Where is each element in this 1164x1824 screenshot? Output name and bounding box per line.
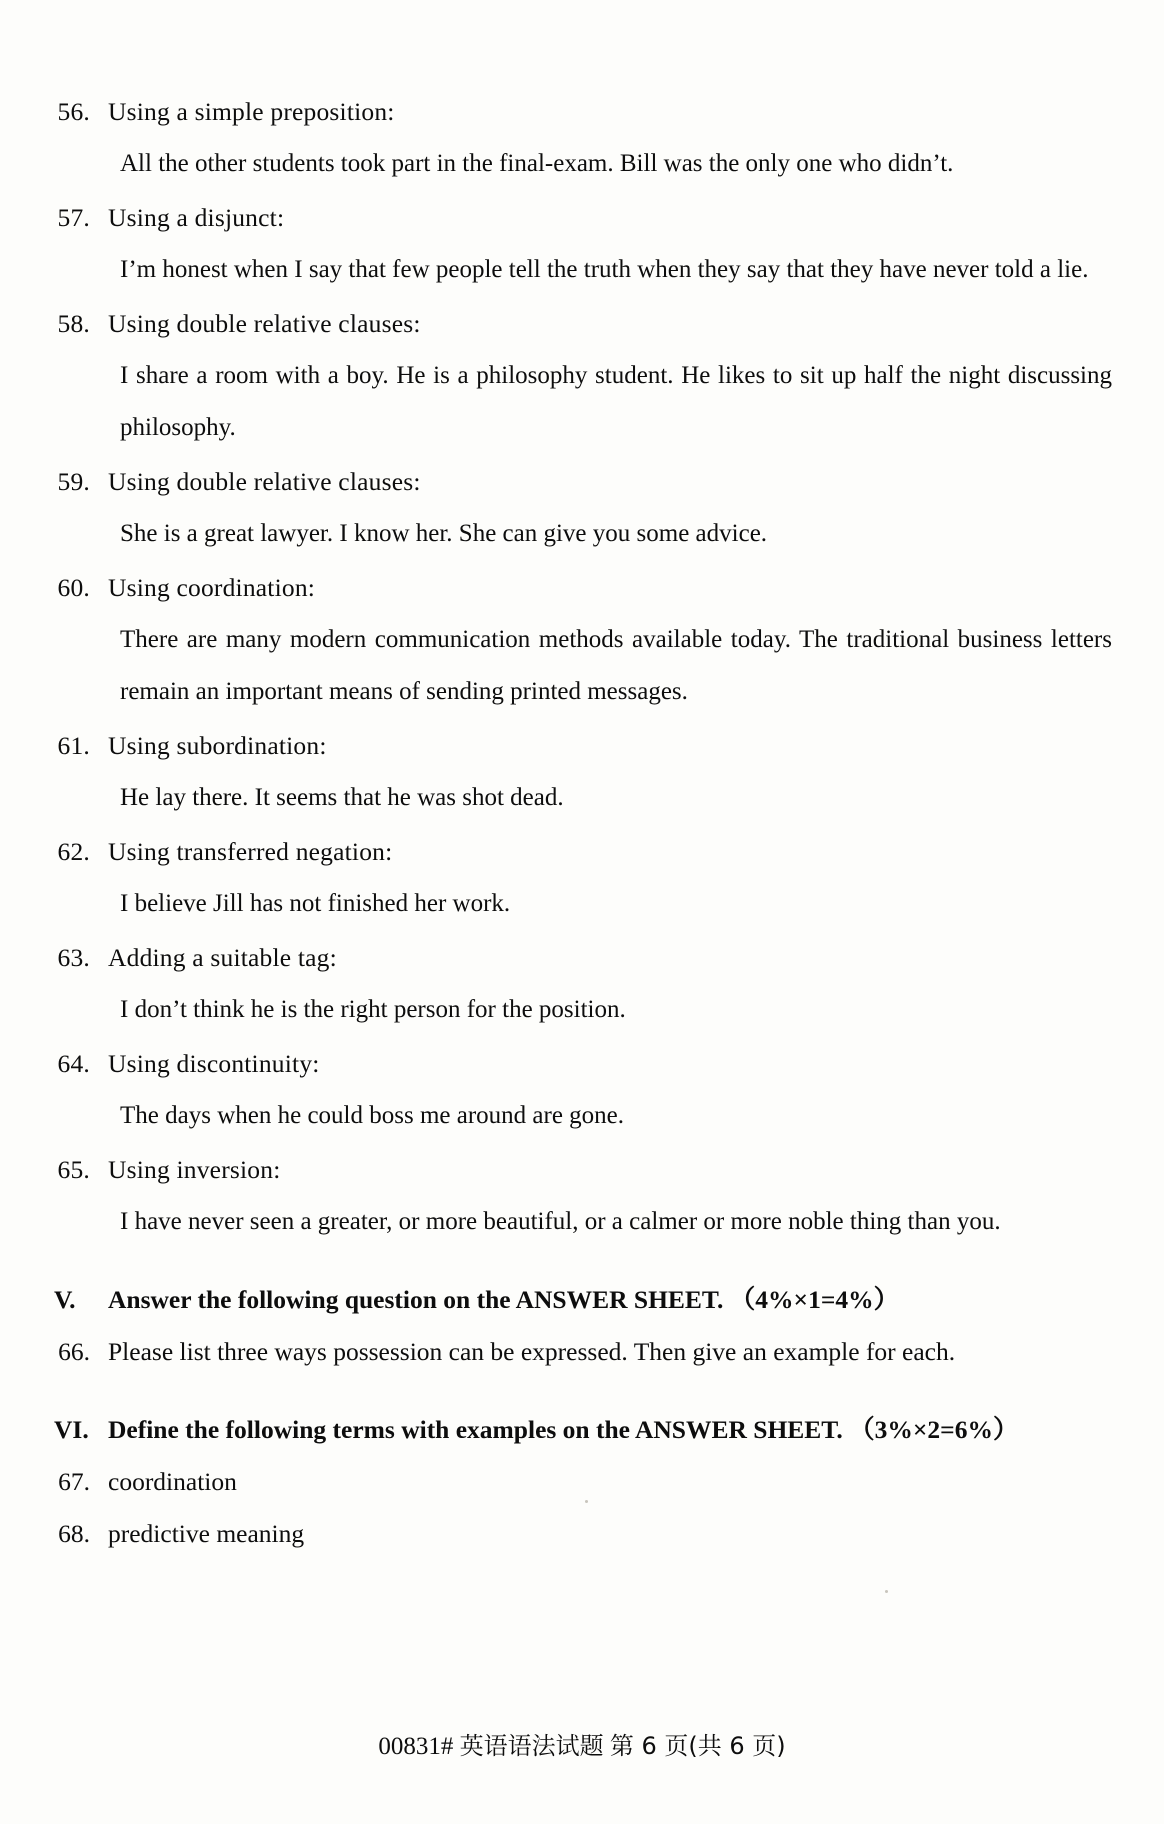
item-number: 62.	[57, 837, 90, 866]
item-number: 60.	[57, 573, 90, 602]
item-heading	[52, 298, 1122, 350]
footer-title: 英语语法试题	[459, 1732, 604, 1760]
list-item	[52, 192, 1122, 296]
item-label: Using coordination:	[108, 573, 316, 602]
item-body: There are many modern communication methods available today. The traditional business letters remain an important means of sending printed messages.	[120, 626, 1112, 705]
item-number: 59.	[57, 467, 90, 496]
section-marks: （3%×2=6%）	[849, 1415, 1019, 1444]
item-label: Using a simple preposition:	[108, 97, 395, 126]
item-heading	[52, 562, 1122, 614]
list-item	[52, 1144, 1122, 1248]
item-number: 56.	[57, 97, 90, 126]
item-body: I don’t think he is the right person for the position.	[120, 996, 626, 1023]
item-heading	[52, 720, 1122, 772]
item-heading	[52, 826, 1122, 878]
section-title	[108, 1274, 1122, 1326]
list-item	[52, 86, 1122, 190]
item-heading	[52, 1038, 1122, 1090]
item-number: 58.	[57, 309, 90, 338]
question-text: Please list three ways possession can be expressed. Then give an example for each.	[108, 1337, 956, 1366]
item-body: I have never seen a greater, or more beautiful, or a calmer or more noble thing than you.	[120, 1208, 1001, 1235]
list-item	[52, 932, 1122, 1036]
footer-code: 00831#	[378, 1733, 454, 1760]
section-title-text: Answer the following question on the ANSWER SHEET.	[108, 1285, 724, 1314]
item-label: Using transferred negation:	[108, 837, 393, 866]
item-heading	[52, 192, 1122, 244]
item-label: Using inversion:	[108, 1155, 281, 1184]
question-number: 66.	[58, 1337, 90, 1366]
item-label: Adding a suitable tag:	[108, 943, 337, 972]
section-marks: （4%×1=4%）	[729, 1285, 900, 1314]
page-footer	[0, 1726, 1164, 1761]
section-title	[108, 1404, 1122, 1456]
item-heading	[52, 932, 1122, 984]
section-heading-vi	[52, 1404, 1122, 1456]
list-item	[52, 562, 1122, 718]
item-heading	[52, 86, 1122, 138]
item-label: Using double relative clauses:	[108, 309, 421, 338]
list-item	[52, 720, 1122, 824]
item-number: 65.	[57, 1155, 90, 1184]
item-body: The days when he could boss me around are gone.	[120, 1102, 625, 1129]
section-number: VI.	[54, 1415, 89, 1444]
item-number: 57.	[57, 203, 90, 232]
item-body: I share a room with a boy. He is a philosophy student. He likes to sit up half the night discussing philosophy.	[120, 362, 1112, 441]
section-heading-v	[52, 1274, 1122, 1326]
item-heading	[52, 1144, 1122, 1196]
item-label: Using a disjunct:	[108, 203, 285, 232]
question-number: 67.	[58, 1467, 90, 1496]
item-body: He lay there. It seems that he was shot dead.	[120, 784, 564, 811]
item-number: 64.	[57, 1049, 90, 1078]
item-number: 61.	[57, 731, 90, 760]
item-number: 63.	[57, 943, 90, 972]
section-number: V.	[54, 1285, 76, 1314]
question-text: predictive meaning	[108, 1519, 305, 1548]
list-item	[52, 826, 1122, 930]
section-title-text: Define the following terms with examples on the ANSWER SHEET.	[108, 1415, 843, 1444]
item-label: Using subordination:	[108, 731, 327, 760]
page-content	[52, 86, 1122, 1560]
paper-speck	[885, 1590, 888, 1593]
footer-page-number: 第 6 页(共 6 页)	[609, 1732, 786, 1760]
item-body: I believe Jill has not finished her work.	[120, 890, 511, 917]
paper-speck	[585, 1500, 588, 1503]
question-text: coordination	[108, 1467, 237, 1496]
item-body: All the other students took part in the final-exam. Bill was the only one who didn’t.	[120, 150, 954, 177]
question-number: 68.	[58, 1519, 90, 1548]
list-item	[52, 298, 1122, 454]
item-label: Using discontinuity:	[108, 1049, 320, 1078]
question-68	[52, 1508, 1122, 1560]
item-label: Using double relative clauses:	[108, 467, 421, 496]
list-item	[52, 1038, 1122, 1142]
question-66	[52, 1326, 1122, 1378]
list-item	[52, 456, 1122, 560]
item-body: She is a great lawyer. I know her. She can give you some advice.	[120, 520, 768, 547]
item-body: I’m honest when I say that few people tell the truth when they say that they have never told a lie.	[120, 256, 1089, 283]
item-heading	[52, 456, 1122, 508]
